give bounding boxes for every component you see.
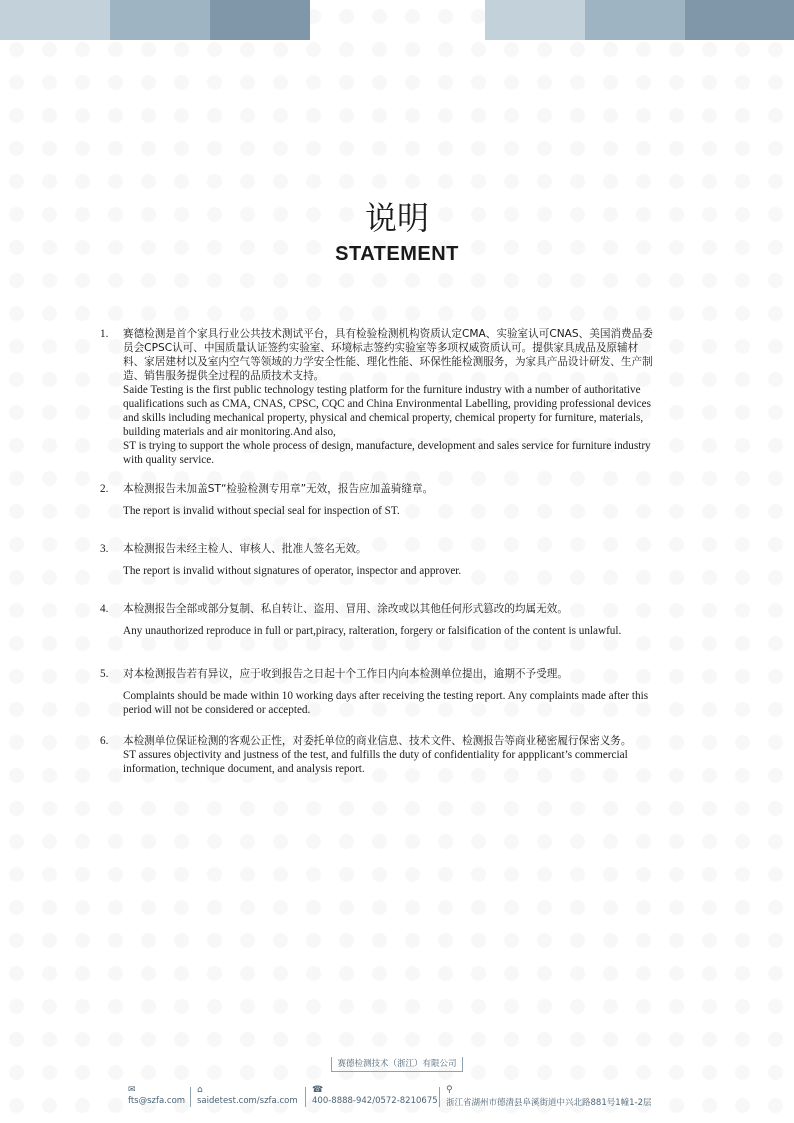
item-text-en: The report is invalid without special seal for inspection of ST. — [123, 505, 400, 517]
band-segment — [0, 0, 110, 40]
footer-divider — [305, 1087, 306, 1107]
item-text-cn: 赛德检测是首个家具行业公共技术测试平台，具有检验检测机构资质认定CMA、实验室认可CNAS、美国消费品委员会CPSC认可、中国质量认证签约实验室、环境标志签约实验室等多项权威资质认可。提供家具成品及原辅材料、家居建材以及室内空气等领域的力学安全性能、理化性能、环保性能检测服务，为家具产品设计研发、生产制造、销售服务提供全过程的品质技术支持。 — [123, 328, 653, 382]
item-text-cn: 本检测单位保证检测的客观公正性，对委托单位的商业信息、技术文件、检测报告等商业秘密履行保密义务。 — [123, 735, 632, 747]
location-icon: ⚲ — [446, 1085, 453, 1095]
item-text-cn: 本检测报告全部或部分复制、私自转让、盗用、冒用、涂改或以其他任何形式篡改的均属无效。 — [123, 603, 568, 615]
band-segment — [110, 0, 210, 40]
footer-address — [446, 1085, 652, 1108]
band-segment — [585, 0, 685, 40]
item-number: 3. — [100, 543, 109, 555]
phone-icon: ☎ — [312, 1085, 324, 1095]
item-text-cn: 对本检测报告若有异议，应于收到报告之日起十个工作日内向本检测单位提出，逾期不予受理。 — [123, 668, 568, 680]
footer-phone[interactable] — [312, 1085, 438, 1106]
top-color-band — [0, 0, 794, 40]
page-title-en: STATEMENT — [335, 243, 459, 265]
item-number: 5. — [100, 668, 109, 680]
item-text-cn: 本检测报告未加盖ST“检验检测专用章”无效，报告应加盖骑缝章。 — [123, 483, 434, 495]
band-segment — [485, 0, 585, 40]
item-number: 6. — [100, 735, 109, 747]
item-number: 4. — [100, 603, 109, 615]
footer-company-name: 赛德检测技术（浙江）有限公司 — [331, 1057, 463, 1072]
footer-divider — [439, 1087, 440, 1107]
item-text-en: The report is invalid without signatures of operator, inspector and approver. — [123, 565, 462, 577]
footer-divider — [190, 1087, 191, 1107]
item-text-en: Complaints should be made within 10 working days after receiving the testing report. Any complaints made after this period will not be considered or accepted. — [123, 690, 649, 716]
website-text: saidetest.com/szfa.com — [197, 1096, 298, 1106]
address-text: 浙江省湖州市德清县阜溪街道中兴北路881号1幢1-2层 — [446, 1098, 652, 1108]
band-segment — [210, 0, 310, 40]
item-text-en: Saide Testing is the first public technology testing platform for the furniture industry with a number of authoritative qualifications such as CMA, CNAS, CPSC, CQC and China Environmental Labelling, providing professional devices and skills including mechanical property, physical and chemical property, chemical property for furniture, materials, building materials and air monitoring.And also, — [123, 384, 651, 438]
footer-website[interactable] — [197, 1085, 298, 1106]
item-text-en: Any unauthorized reproduce in full or part,piracy, ralteration, forgery or falsification of the content is unlawful. — [123, 625, 622, 637]
home-icon: ⌂ — [197, 1085, 203, 1095]
page-title-cn: 说明 — [364, 199, 429, 237]
item-text-cn: 本检测报告未经主检人、审核人、批准人签名无效。 — [123, 543, 367, 555]
email-text: fts@szfa.com — [128, 1096, 186, 1106]
item-number: 2. — [100, 483, 109, 495]
phone-text: 400-8888-942/0572-8210675 — [312, 1096, 438, 1106]
mail-icon: ✉ — [128, 1085, 136, 1095]
item-text-en: ST assures objectivity and justness of the test, and fulfills the duty of confidentiality for appplicant’s commercial information, technique document, and analysis report. — [123, 749, 628, 775]
item-number: 1. — [100, 328, 109, 340]
band-segment — [685, 0, 794, 40]
footer-email[interactable] — [128, 1085, 185, 1106]
item-text-en-2: ST is trying to support the whole process of design, manufacture, development and sales service for furniture industry with quality service. — [123, 440, 651, 466]
